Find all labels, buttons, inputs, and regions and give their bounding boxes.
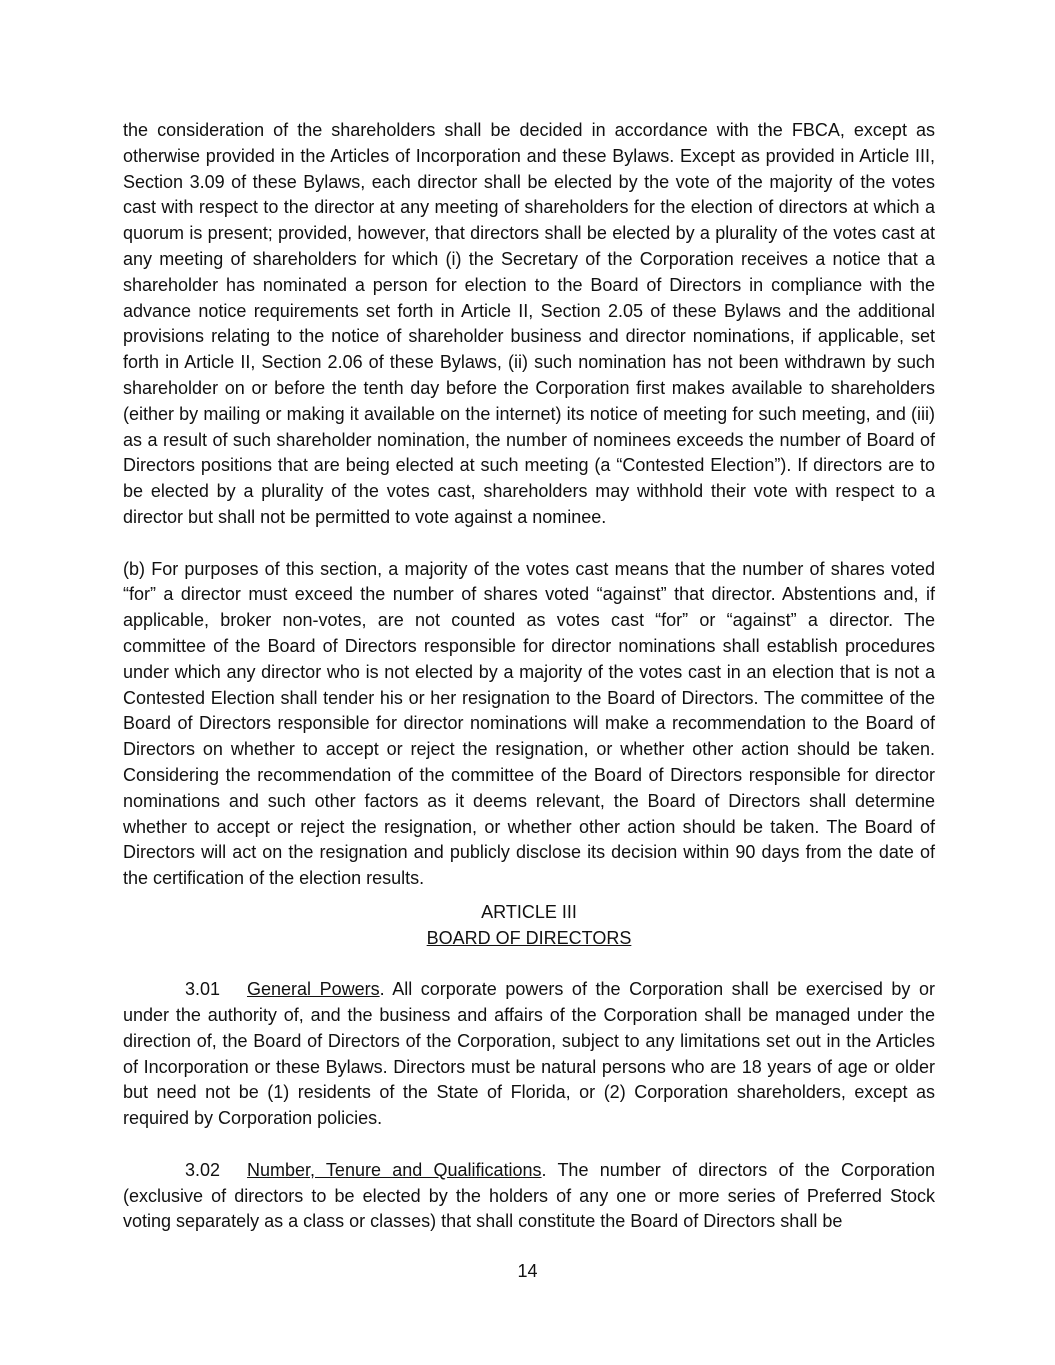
section-3-02 [123, 1158, 935, 1235]
page-number: 14 [517, 1261, 538, 1281]
section-number: 3.02 [185, 1159, 221, 1180]
document-page [123, 118, 935, 1235]
section-body: . The number of directors of the Corporation (exclusive of directors to be elected by the holders of any one or more series of Preferred Stock voting separately as a class or classes) that shall constitute the Board of Directors shall be [123, 1159, 935, 1232]
article-number-heading: ARTICLE III [481, 901, 577, 922]
section-heading: General Powers [247, 979, 380, 1000]
paragraph-spacer [123, 1132, 935, 1158]
paragraph-spacer [123, 531, 935, 557]
section-heading: Number, Tenure and Qualifications [247, 1159, 542, 1180]
section-3-01 [123, 977, 935, 1132]
paragraph-subsection-b: (b) For purposes of this section, a majority of the votes cast means that the number of shares voted “for” a director must exceed the number of shares voted “against” that director. Abstentions and, if applicable, broker non-votes, are not counted as votes cast “for” or “against” a director. The committee of the Board of Directors responsible for director nominations shall establish procedures under which any director who is not elected by a majority of the votes cast in an election that is not a Contested Election shall tender his or her resignation to the Board of Directors. The committee of the Board of Directors responsible for director nominations will make a recommendation to the Board of Directors on whether to accept or reject the resignation, or whether other action should be taken. Considering the recommendation of the committee of the Board of Directors responsible for director nominations and such other factors as it deems relevant, the Board of Directors shall determine whether to accept or reject the resignation, or whether other action should be taken. The Board of Directors will act on the resignation and publicly disclose its decision within 90 days from the date of the certification of the election results. [123, 558, 935, 889]
section-body: . All corporate powers of the Corporation shall be exercised by or under the authority of, and the business and affairs of the Corporation shall be managed under the direction of, the Board of Directors of the Corporation, subject to any limitations set out in the Articles of Incorporation or these Bylaws. Directors must be natural persons who are 18 years of age or older but need not be (1) residents of the State of Florida, or (2) Corporation shareholders, except as required by Corporation policies. [123, 979, 935, 1129]
paragraph-continuation: the consideration of the shareholders shall be decided in accordance with the FBCA, except as otherwise provided in the Articles of Incorporation and these Bylaws. Except as provided in Article III, Section 3.09 of these Bylaws, each director shall be elected by the vote of the majority of the votes cast with respect to the director at any meeting of shareholders for the election of directors at which a quorum is present; provided, however, that directors shall be elected by a plurality of the votes cast at any meeting of shareholders for which (i) the Secretary of the Corporation receives a notice that a shareholder has nominated a person for election to the Board of Directors in compliance with the advance notice requirements set forth in Article II, Section 2.05 of these Bylaws and the additional provisions relating to the notice of shareholder business and director nominations, if applicable, set forth in Article II, Section 2.06 of these Bylaws, (ii) such nomination has not been withdrawn by such shareholder on or before the tenth day before the Corporation first makes available to shareholders (either by mailing or making it available on the internet) its notice of meeting for such meeting, and (iii) as a result of such shareholder nomination, the number of nominees exceeds the number of Board of Directors positions that are being elected at such meeting (a “Contested Election”). If directors are to be elected by a plurality of the votes cast, shareholders may withhold their vote with respect to a director but shall not be permitted to vote against a nominee. [123, 120, 935, 527]
paragraph-spacer [123, 952, 935, 978]
article-title-heading: BOARD OF DIRECTORS [426, 927, 632, 948]
section-number: 3.01 [185, 979, 221, 1000]
